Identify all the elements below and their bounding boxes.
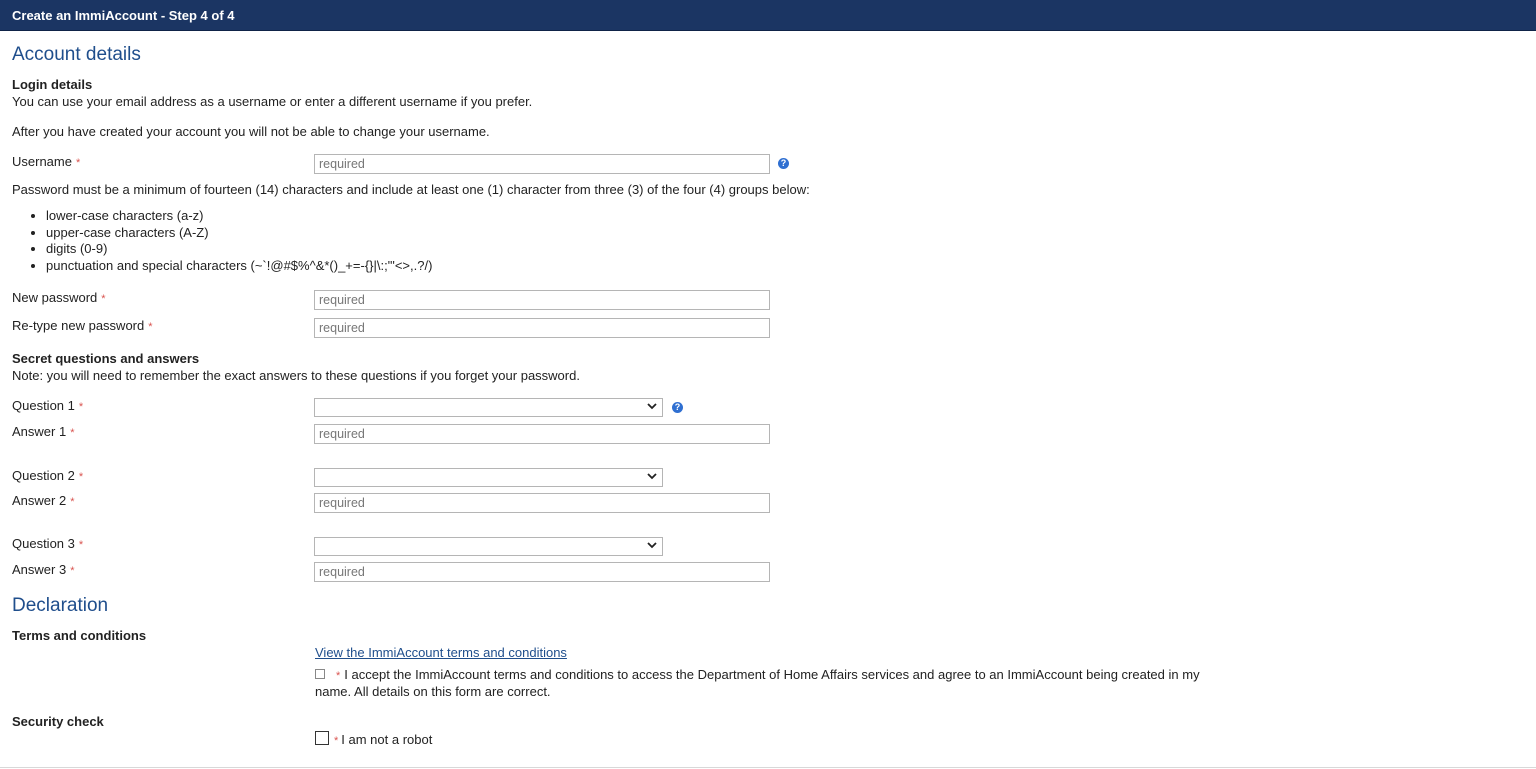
list-item: • digits (0-9) bbox=[46, 241, 432, 258]
declaration-heading: Declaration bbox=[12, 595, 109, 616]
login-note: You can use your email address as a username or enter a different username if you prefer. bbox=[12, 94, 533, 109]
required-marker: * bbox=[78, 401, 84, 413]
required-marker: * bbox=[70, 496, 75, 508]
new-password-label: New password * bbox=[12, 290, 106, 305]
password-groups-list bbox=[30, 208, 432, 274]
required-marker: * bbox=[148, 321, 153, 333]
question-3-label: Question 3 * bbox=[12, 536, 84, 551]
question-1-select[interactable] bbox=[314, 398, 663, 417]
username-label: Username * bbox=[12, 154, 81, 169]
security-check-heading: Security check bbox=[12, 714, 104, 729]
answer-2-label: Answer 2 * bbox=[12, 493, 75, 508]
new-password-input[interactable] bbox=[314, 290, 770, 310]
required-marker: * bbox=[336, 670, 341, 682]
list-item: • upper-case characters (A-Z) bbox=[46, 225, 432, 242]
accept-terms-checkbox[interactable] bbox=[315, 669, 325, 679]
answer-3-label: Answer 3 * bbox=[12, 562, 75, 577]
answer-1-label: Answer 1 * bbox=[12, 424, 75, 439]
chevron-down-icon bbox=[646, 539, 658, 551]
account-details-heading: Account details bbox=[12, 44, 141, 65]
chevron-down-icon bbox=[646, 400, 658, 412]
password-rule: Password must be a minimum of fourteen (14) characters and include at least one (1) character from three (3) of the four (4) groups below: bbox=[12, 182, 810, 197]
username-input[interactable] bbox=[314, 154, 770, 174]
required-marker: * bbox=[78, 471, 84, 483]
chevron-down-icon bbox=[646, 470, 658, 482]
required-marker: * bbox=[334, 735, 339, 747]
answer-3-input[interactable] bbox=[314, 562, 770, 582]
window-title-bar bbox=[0, 0, 1536, 31]
terms-heading: Terms and conditions bbox=[12, 628, 147, 643]
accept-terms-text-line1: * I accept the ImmiAccount terms and conditions to access the Department of Home Affairs services and agree to an ImmiAccount being created in my bbox=[336, 667, 1200, 682]
not-a-robot-checkbox[interactable] bbox=[315, 731, 329, 745]
retype-password-input[interactable] bbox=[314, 318, 770, 338]
help-circle-icon[interactable]: ? bbox=[672, 402, 683, 413]
window-title: Create an ImmiAccount - Step 4 of 4 bbox=[12, 8, 235, 23]
answer-2-input[interactable] bbox=[314, 493, 770, 513]
question-3-select[interactable] bbox=[314, 537, 663, 556]
secret-questions-heading: Secret questions and answers bbox=[12, 351, 200, 366]
answer-1-input[interactable] bbox=[314, 424, 770, 444]
required-marker: * bbox=[70, 565, 75, 577]
divider bbox=[0, 767, 1536, 768]
terms-link[interactable]: View the ImmiAccount terms and conditions bbox=[315, 645, 567, 660]
required-marker: * bbox=[78, 539, 84, 551]
login-details-heading: Login details bbox=[12, 77, 93, 92]
required-marker: * bbox=[75, 157, 81, 169]
list-item: • lower-case characters (a-z) bbox=[46, 208, 432, 225]
accept-terms-text-line2: name. All details on this form are correct. bbox=[315, 684, 551, 699]
not-a-robot-label: * I am not a robot bbox=[334, 732, 433, 747]
question-1-label: Question 1 * bbox=[12, 398, 84, 413]
username-note: After you have created your account you will not be able to change your username. bbox=[12, 124, 490, 139]
list-item: • punctuation and special characters (~`!@#$%^&*()_+=-{}|\:;"'<>,.?/) bbox=[46, 258, 432, 275]
question-2-label: Question 2 * bbox=[12, 468, 84, 483]
required-marker: * bbox=[70, 427, 75, 439]
question-2-select[interactable] bbox=[314, 468, 663, 487]
secret-questions-note: Note: you will need to remember the exact answers to these questions if you forget your password. bbox=[12, 368, 580, 383]
retype-password-label: Re-type new password * bbox=[12, 318, 153, 333]
required-marker: * bbox=[101, 293, 106, 305]
help-circle-icon[interactable]: ? bbox=[778, 158, 789, 169]
